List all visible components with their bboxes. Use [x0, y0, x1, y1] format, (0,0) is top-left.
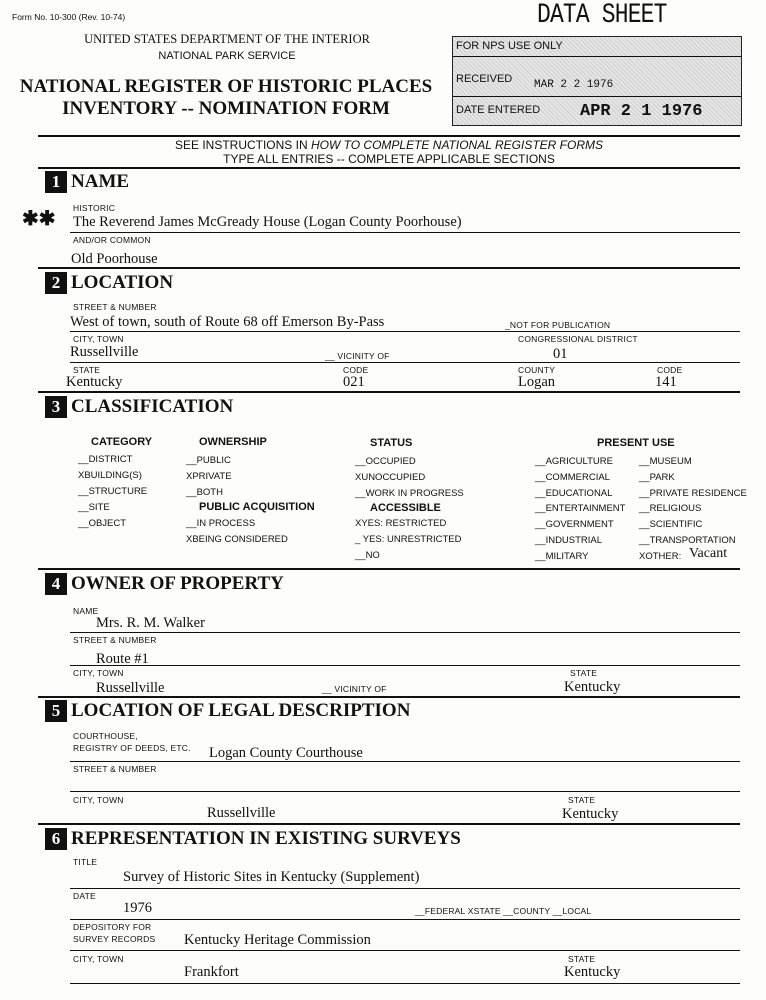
ownership-public: __PUBLIC [186, 455, 231, 466]
use-industrial: __INDUSTRIAL [535, 535, 603, 546]
owner-street-label: STREET & NUMBER [73, 635, 157, 645]
owner-vicinity: __ VICINITY OF [322, 684, 387, 694]
survey-date-value: 1976 [123, 900, 152, 916]
state-value: Kentucky [66, 374, 123, 390]
use-military: __MILITARY [535, 551, 589, 562]
accessible-no: __NO [355, 550, 380, 561]
county-label: COUNTY [518, 365, 556, 375]
field-line [70, 362, 740, 363]
data-sheet-stamp: DATA SHEET [537, 0, 667, 31]
street-label: STREET & NUMBER [73, 302, 157, 312]
field-line [70, 761, 740, 762]
section-rule [38, 391, 740, 393]
field-line [70, 232, 740, 233]
survey-levels: __FEDERAL XSTATE __COUNTY __LOCAL [415, 906, 592, 916]
use-agriculture: __AGRICULTURE [535, 456, 613, 467]
instructions-emphasis: HOW TO COMPLETE NATIONAL REGISTER FORMS [310, 138, 604, 152]
accessible-yes-unrestricted: _ YES: UNRESTRICTED [355, 534, 462, 545]
received-stamp: MAR 2 2 1976 [534, 79, 614, 91]
present-use-header: PRESENT USE [597, 437, 675, 449]
category-site: __SITE [78, 502, 110, 513]
depository-label-1: DEPOSITORY FOR [73, 922, 152, 932]
ownership-both: __BOTH [186, 487, 223, 498]
owner-city-label: CITY, TOWN [73, 668, 124, 678]
section-5-number: 5 [45, 700, 67, 722]
vicinity-text: VICINITY OF [337, 351, 390, 361]
rule [38, 167, 740, 169]
use-scientific: __SCIENTIFIC [639, 519, 703, 530]
owner-state-label: STATE [570, 668, 598, 678]
legal-street-label: STREET & NUMBER [73, 764, 157, 774]
section-6-title: REPRESENTATION IN EXISTING SURVEYS [71, 828, 461, 849]
use-other: XOTHER: [639, 551, 682, 562]
use-other-value: Vacant [689, 546, 728, 561]
historic-name-value: The Reverend James McGready House (Logan County Poorhouse) [73, 214, 462, 230]
nps-use-label: FOR NPS USE ONLY [456, 40, 563, 52]
use-government: __GOVERNMENT [535, 519, 614, 530]
use-private-residence: __PRIVATE RESIDENCE [639, 488, 747, 499]
use-commercial: __COMMERCIAL [535, 472, 610, 483]
owner-vicinity-text: VICINITY OF [334, 684, 387, 694]
owner-name-value: Mrs. R. M. Walker [96, 615, 205, 631]
use-entertainment: __ENTERTAINMENT [535, 503, 626, 514]
instructions-line1 [38, 138, 740, 152]
field-line [70, 983, 740, 984]
courthouse-label-1: COURTHOUSE, [73, 731, 138, 741]
instructions-prefix: SEE INSTRUCTIONS IN [174, 138, 311, 152]
section-1-number: 1 [45, 171, 67, 193]
survey-city-label: CITY, TOWN [73, 954, 124, 964]
not-for-publication: _NOT FOR PUBLICATION [505, 320, 611, 330]
congressional-district-value: 01 [553, 346, 568, 362]
legal-state-value: Kentucky [562, 806, 619, 822]
historic-label: HISTORIC [73, 203, 116, 213]
nps-divider-2 [453, 96, 741, 97]
section-4-title: OWNER OF PROPERTY [71, 573, 284, 594]
legal-city-label: CITY, TOWN [73, 795, 124, 805]
status-work-in-progress: __WORK IN PROGRESS [355, 488, 464, 499]
section-2-number: 2 [45, 272, 67, 294]
legal-city-value: Russellville [207, 805, 276, 821]
county-code-label: CODE [657, 365, 683, 375]
acquisition-being-considered: XBEING CONSIDERED [186, 534, 288, 545]
received-label: RECEIVED [456, 73, 513, 85]
public-acquisition-header: PUBLIC ACQUISITION [199, 501, 315, 513]
use-transportation: __TRANSPORTATION [639, 535, 736, 546]
depository-label-2: SURVEY RECORDS [73, 934, 156, 944]
section-2-title: LOCATION [71, 272, 174, 293]
legal-state-label: STATE [568, 795, 596, 805]
depository-value: Kentucky Heritage Commission [184, 932, 371, 948]
use-religious: __RELIGIOUS [639, 503, 702, 514]
survey-title-label: TITLE [73, 857, 98, 867]
section-3-title: CLASSIFICATION [71, 396, 234, 417]
county-value: Logan [518, 374, 556, 390]
form-title-line2: INVENTORY -- NOMINATION FORM [62, 98, 390, 119]
category-header: CATEGORY [91, 436, 153, 448]
common-name-value: Old Poorhouse [71, 251, 158, 267]
use-educational: __EDUCATIONAL [535, 488, 613, 499]
state-code-value: 021 [343, 374, 365, 390]
survey-state-label: STATE [568, 954, 596, 964]
category-object: __OBJECT [78, 518, 127, 529]
city-label: CITY, TOWN [73, 334, 124, 344]
accessible-yes-restricted: XYES: RESTRICTED [355, 518, 447, 529]
field-line [70, 331, 740, 332]
section-rule [38, 568, 740, 570]
ownership-private: XPRIVATE [186, 471, 232, 482]
accessible-header: ACCESSIBLE [370, 502, 441, 514]
ownership-header: OWNERSHIP [199, 436, 267, 448]
courthouse-value: Logan County Courthouse [209, 745, 363, 761]
date-entered-stamp: APR 2 1 1976 [580, 102, 703, 121]
category-district: __DISTRICT [78, 454, 133, 465]
department-name: UNITED STATES DEPARTMENT OF THE INTERIOR [84, 32, 370, 46]
rule [38, 135, 740, 137]
city-value: Russellville [70, 344, 139, 360]
field-line [70, 665, 740, 666]
service-name: NATIONAL PARK SERVICE [158, 50, 296, 62]
nps-divider [453, 56, 741, 57]
survey-title-value: Survey of Historic Sites in Kentucky (Supplement) [123, 869, 420, 885]
state-code-label: CODE [343, 365, 369, 375]
county-code-value: 141 [655, 374, 677, 390]
section-rule [38, 823, 740, 825]
section-4-number: 4 [45, 573, 67, 595]
field-line [70, 632, 740, 633]
field-line [70, 791, 740, 792]
section-1-title: NAME [71, 171, 130, 192]
field-line [70, 888, 740, 889]
survey-date-label: DATE [73, 891, 96, 901]
use-park: __PARK [639, 472, 675, 483]
street-value: West of town, south of Route 68 off Emerson By-Pass [70, 314, 385, 330]
field-line [70, 950, 740, 951]
section-3-number: 3 [45, 396, 67, 418]
status-header: STATUS [370, 437, 413, 449]
common-name-label: AND/OR COMMON [73, 235, 151, 245]
owner-city-value: Russellville [96, 680, 165, 696]
section-rule [38, 696, 740, 698]
owner-name-label: NAME [73, 606, 99, 616]
owner-street-value: Route #1 [96, 651, 149, 667]
use-museum: __MUSEUM [639, 456, 692, 467]
category-structure: __STRUCTURE [78, 486, 148, 497]
state-label: STATE [73, 365, 101, 375]
form-number: Form No. 10-300 (Rev. 10-74) [12, 12, 126, 22]
section-5-title: LOCATION OF LEGAL DESCRIPTION [71, 700, 411, 721]
section-6-number: 6 [45, 828, 67, 850]
courthouse-label-2: REGISTRY OF DEEDS, ETC. [73, 743, 191, 753]
survey-city-value: Frankfort [184, 964, 239, 980]
owner-state-value: Kentucky [564, 679, 621, 695]
vicinity-of: __ VICINITY OF [325, 351, 390, 361]
survey-state-value: Kentucky [564, 964, 621, 980]
form-title-line1: NATIONAL REGISTER OF HISTORIC PLACES [19, 76, 433, 97]
instructions-line2: TYPE ALL ENTRIES -- COMPLETE APPLICABLE SECTIONS [223, 152, 555, 166]
congressional-district-label: CONGRESSIONAL DISTRICT [518, 334, 638, 344]
date-entered-label: DATE ENTERED [456, 104, 541, 116]
status-unoccupied: XUNOCCUPIED [355, 472, 426, 483]
asterisk-annotation: ✱✱ [22, 208, 56, 230]
category-building: XBUILDING(S) [78, 470, 142, 481]
status-occupied: __OCCUPIED [355, 456, 416, 467]
section-rule [38, 267, 740, 269]
acquisition-in-process: __IN PROCESS [186, 518, 256, 529]
field-line [70, 919, 740, 920]
